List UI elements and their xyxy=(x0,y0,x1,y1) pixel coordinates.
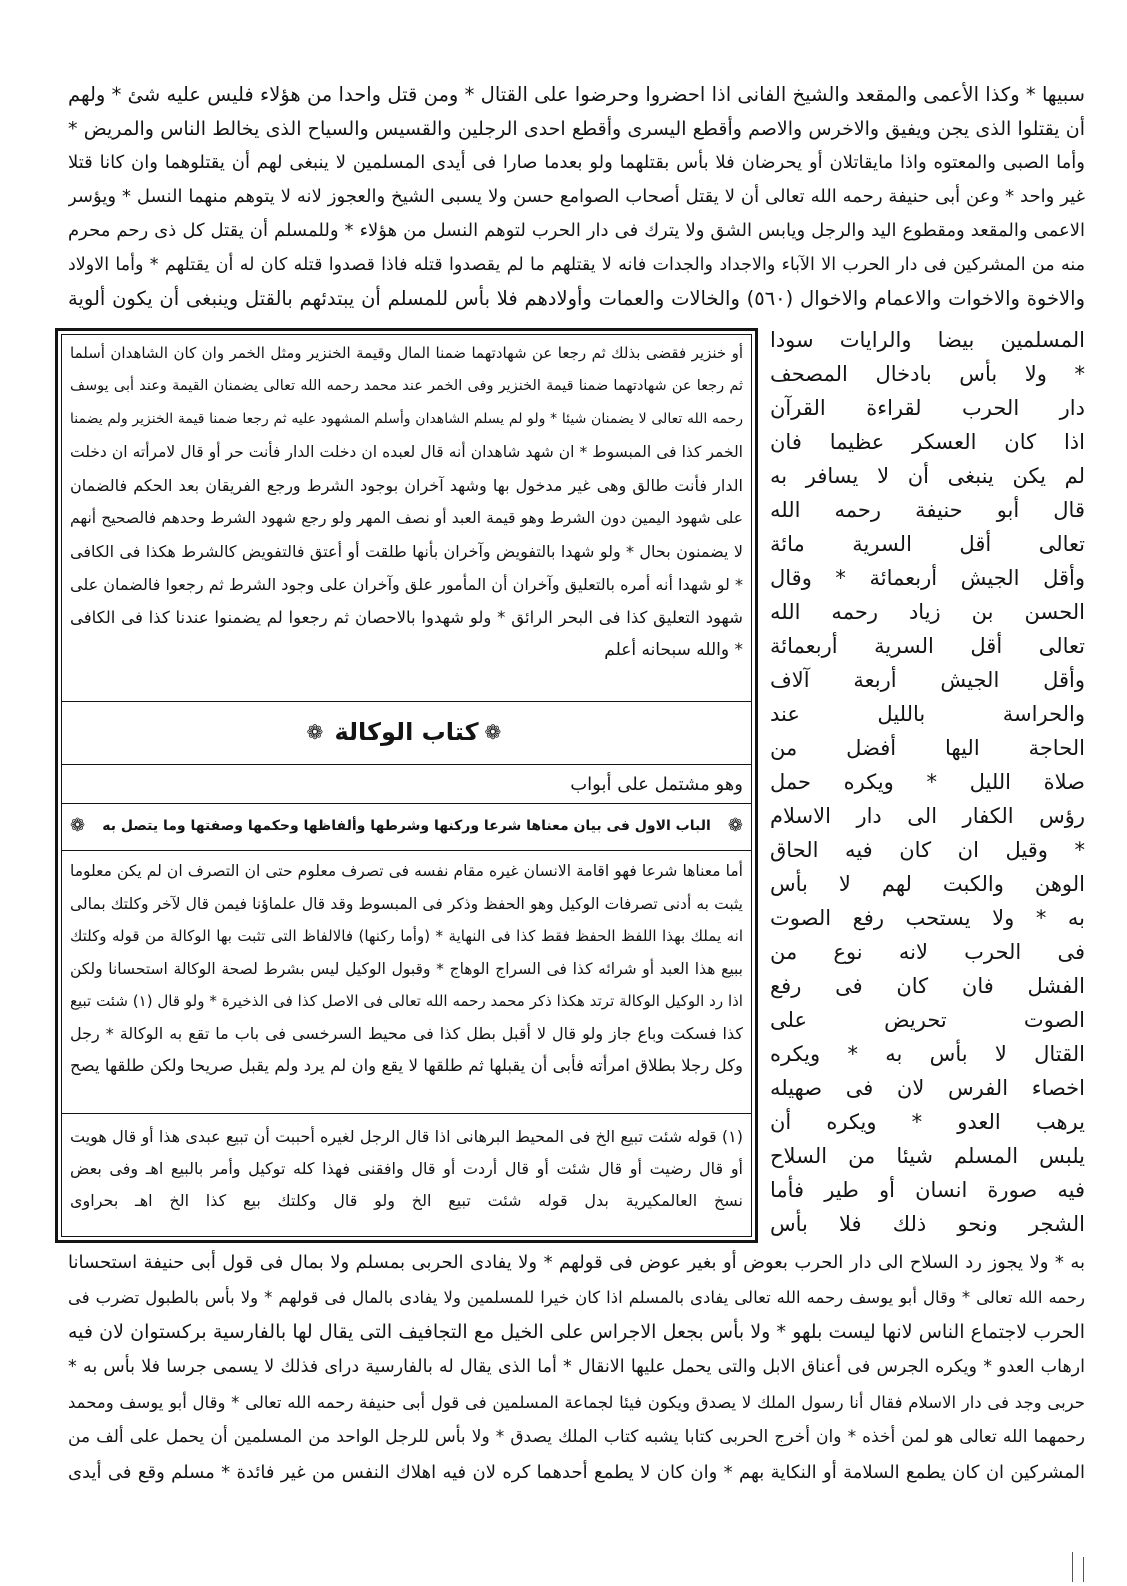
main-text-line: رحمه الله تعالى لا يضمنان شيئا * ولو لم يسلم الشاهدان وأسلم المشهود عليه ثم رجعا ضمنا قيمة الخنزير ولم يضمنا xyxy=(70,411,743,427)
commentary-line: رحمهما الله تعالى هو لمن أخذه * وان أخرج الحربى كتابا يشبه كتاب الملك يصدق * ولا بأس للرجل الواحد من المسلمين أن يحمل على ألف من xyxy=(68,1427,1085,1447)
scan-artifact xyxy=(1072,1552,1073,1582)
commentary-line: الحرب لاجتماع الناس لانها ليست بلهو * ولا بأس بجعل الاجراس على الخيل مع التجافيف التى يقال لها بالفارسية بركستوان لان فيه xyxy=(68,1321,1085,1343)
main-text-line: الدار فأنت طالق وهى غير مدخول بها وشهد آخران بوجود الشرط ورجع الفريقان بعد الحكم فالضمان xyxy=(70,476,743,495)
commentary-line: ارهاب العدو * ويكره الجرس فى أعناق الابل والتى يحمل عليها الانقال * أما الذى يقال له بالفارسية دراى فذلك لا يسمى جرسا فلا بأس به * xyxy=(68,1357,1085,1377)
commentary-line: به * ولا يستحب رفع الصوت xyxy=(770,906,1085,930)
commentary-line: الحاجة اليها أفضل من xyxy=(770,736,1085,760)
commentary-line: الصوت تحريض على xyxy=(770,1008,1085,1032)
commentary-line: اذا كان العسكر عظيما فان xyxy=(770,430,1085,454)
commentary-line: أن يقتلوا الذى يجن ويفيق والاخرس والاصم وأقطع اليسرى وأقطع احدى الرجلين والقسيس والسياح الذى يخالط الناس والمريض * xyxy=(68,118,1085,140)
book-title: كتاب الوكالة xyxy=(334,718,479,746)
commentary-line: فيه صورة انسان أو طير فأما xyxy=(770,1178,1085,1202)
main-text-frame xyxy=(55,328,758,1243)
commentary-line: الفشل فان كان فى رفع xyxy=(770,974,1085,998)
footnote-divider xyxy=(62,1113,751,1114)
commentary-bottom-block xyxy=(68,1245,1085,1490)
main-text-line: الخمر كذا فى المبسوط * ان شهد شاهدان أنه قال لعبده ان دخلت الدار فأنت حر أو قال لامرأته ان دخلت xyxy=(70,443,743,461)
commentary-line: وأما الصبى والمعتوه واذا مايقاتلان أو يحرضان فلا بأس بقتلهما ولو بعدما صارا فى أيدى المسلمين لا ينبغى لهم أن يقتلوهما وان كانا قتلا xyxy=(68,152,1085,173)
main-text-line: أما معناها شرعا فهو اقامة الانسان غيره مقام نفسه فى تصرف معلوم حتى ان التصرف ان لم يكن معلوما xyxy=(70,862,743,880)
commentary-line: سبيها * وكذا الأعمى والمقعد والشيخ الفانى اذا احضروا وحرضوا على القتال * ومن قتل واحدا من هؤلاء فليس عليه شئ * ولهم xyxy=(68,83,1085,106)
commentary-line: رؤس الكفار الى دار الاسلام xyxy=(770,804,1085,828)
main-text-line: * والله سبحانه أعلم xyxy=(604,640,743,660)
main-text-line: وكل رجلا بطلاق امرأته فأبى أن يقبلها ثم طلقها لا يقع وان لم يرد ولم يقبل صريحا ولكن طلقها يصح xyxy=(70,1056,743,1075)
main-text-line: شهود التعليق كذا فى البحر الرائق * ولو شهدوا بالاحصان ثم رجعوا لم يضمنوا عندنا كذا فى الكافى xyxy=(70,608,743,627)
commentary-line: * وقيل ان كان فيه الحاق xyxy=(770,838,1085,862)
commentary-line: حربى وجد فى دار الاسلام فقال أنا رسول الملك لا يصدق ويكون فيئا لجماعة المسلمين فى قول أبى حنيفة رحمه الله تعالى * وقال أبو يوسف ومحمد xyxy=(68,1393,1085,1412)
footnote-line: (١) قوله شئت تبيع الخ فى المحيط البرهانى اذا قال الرجل لغيره أحببت أن تبيع عبدى هذا أو قال هويت xyxy=(70,1127,743,1146)
commentary-line: لم يكن ينبغى أن لا يسافر به xyxy=(770,464,1085,488)
main-text-line: أو خنزير فقضى بذلك ثم رجعا عن شهادتهما ضمنا المال وقيمة الخنزير ومثل الخمر وان كان الشاهدان أسلما xyxy=(70,344,743,362)
commentary-top-block xyxy=(68,78,1085,316)
flower-ornament-icon xyxy=(728,804,743,848)
commentary-line: رحمه الله تعالى * وقال أبو يوسف رحمه الله تعالى يفادى بالمسلم اذا كان خيرا للمسلمين ولا يفادى بالمال فى قولهم * ولا بأس بالطبول تضرب فى xyxy=(68,1288,1085,1307)
commentary-line: منه من المشركين فى دار الحرب الا الآباء والاجداد والجدات فانه لا يقتلهم ما لم يقصدوا قتله فاذا قصدوا قتله كان له أن يقتلهم * وأما الاولاد xyxy=(68,255,1085,275)
main-text-line: على شهود اليمين دون الشرط وهو قيمة العبد أو نصف المهر ولو رجع شهود الشرط وحدهم فالصحيح أنهم xyxy=(70,509,743,527)
main-text-line: كذا فسكت وباع جاز ولو قال لا أقبل بطل كذا فى محيط السرخسى فى باب ما تقع به الوكالة * رجل xyxy=(70,1023,743,1043)
main-text-line: انه يملك بهذا اللفظ الحفظ فقط كذا فى النهاية * (وأما ركنها) فالالفاظ التى تثبت بها الوكالة من قوله وكلتك xyxy=(70,927,743,945)
commentary-side-column xyxy=(770,323,1085,1241)
commentary-line: دار الحرب لقراءة القرآن xyxy=(770,396,1085,420)
commentary-line: الحسن بن زياد رحمه الله xyxy=(770,600,1085,624)
commentary-line: صلاة الليل * ويكره حمل xyxy=(770,770,1085,794)
main-text-section xyxy=(70,337,743,667)
main-text-line: لا يضمنون بحال * ولو شهدا بالتفويض وآخران بأنها طلقت أو أعتق فالتفويض كالشرط هكذا فى الكافى xyxy=(70,542,743,561)
flower-ornament-icon xyxy=(70,804,85,848)
chapter-heading-band xyxy=(62,803,751,851)
commentary-line: قال أبو حنيفة رحمه الله xyxy=(770,498,1085,522)
main-text-line: ثم رجعا عن شهادتهما ضمنا قيمة الخنزير وفى الخمر عند محمد رحمه الله تعالى يضمنان القيمة وعند أبى يوسف xyxy=(70,378,743,394)
book-title-band xyxy=(62,701,751,765)
main-text-line: ببيع هذا العبد أو شرائه كذا فى السراج الوهاج * وقبول الوكيل ليس بشرط لصحة الوكالة استحسانا ولكن xyxy=(70,959,743,978)
flower-ornament-icon xyxy=(485,702,502,762)
scan-artifact xyxy=(1083,1557,1084,1582)
commentary-line: تعالى أقل السرية أربعمائة xyxy=(770,634,1085,658)
commentary-line: اخصاء الفرس لان فى صهيله xyxy=(770,1076,1085,1100)
book-subtitle: وهو مشتمل على أبواب xyxy=(570,774,743,795)
commentary-line: * ولا بأس بادخال المصحف xyxy=(770,362,1085,386)
commentary-line: المشركين ان كان يطمع السلامة أو النكاية بهم * وان كان لا يطمع أحدهما كره لان فيه اهلاك النفس من غير فائدة * مسلم وقع فى أيدى xyxy=(68,1462,1085,1483)
main-text-line: اذا رد الوكيل الوكالة ترتد هكذا ذكر محمد رحمه الله تعالى فى الاصل كذا فى الذخيرة * ولو قال (١) شئت تبيع xyxy=(70,992,743,1010)
commentary-line: فى الحرب لانه نوع من xyxy=(770,940,1085,964)
commentary-line: تعالى أقل السرية مائة xyxy=(770,532,1085,556)
commentary-line: غير واحد * وعن أبى حنيفة رحمه الله تعالى أن لا يقتل أصحاب الصوامع حسن ولا يسبى الشيخ والعجوز لانه لا يتوهم منهما النسل * ويؤسر xyxy=(68,186,1085,207)
commentary-line: يلبس المسلم شيئا من السلاح xyxy=(770,1144,1085,1168)
commentary-line: القتال لا بأس به * ويكره xyxy=(770,1042,1085,1066)
footnote-line: نسخ العالمكيرية بدل قوله شئت تبيع الخ ولو قال وكلتك بيع كذا الخ اهـ بحراوى xyxy=(70,1191,743,1210)
footnote-line: أو قال رضيت أو قال شئت أو قال أردت أو قال وافقنى فهذا كله توكيل وأمر بالبيع اهـ وفى بعض xyxy=(70,1159,743,1178)
commentary-line: المسلمين بيضا والرايات سودا xyxy=(770,328,1085,352)
main-text-section xyxy=(70,855,743,1083)
commentary-line: والحراسة بالليل عند xyxy=(770,702,1085,726)
footnote xyxy=(70,1121,743,1217)
chapter-title: الباب الاول فى بيان معناها شرعا وركنها وشرطها وألفاظها وحكمها وصفتها وما يتصل به xyxy=(102,818,711,834)
main-text-line: * لو شهدا أنه أمره بالتعليق وآخران أن المأمور علق وآخران على وجود الشرط ثم رجعوا فالضمان على xyxy=(70,575,743,594)
commentary-line: به * ولا يجوز رد السلاح الى دار الحرب بعوض أو بغير عوض فى قولهم * ولا يفادى الحربى بمسلم ولا بمال فى قول أبى حنيفة استحسانا xyxy=(68,1252,1085,1273)
commentary-line: الوهن والكبت لهم لا بأس xyxy=(770,872,1085,896)
commentary-line: الشجر ونحو ذلك فلا بأس xyxy=(770,1212,1085,1236)
commentary-line: الاعمى والمقعد ومقطوع اليد والرجل ويابس الشق ولا يترك فى دار الحرب لتوهم النسل من هؤلاء * وللمسلم أن يقتل كل ذى رحم محرم xyxy=(68,220,1085,241)
commentary-line: وأقل الجيش أربعة آلاف xyxy=(770,668,1085,692)
commentary-line: يرهب العدو * ويكره أن xyxy=(770,1110,1085,1134)
main-text-line: يثبت به أدنى تصرفات الوكيل وهو الحفظ وذكر فى المبسوط وقد قال علماؤنا فيمن قال لآخر وكلتك بمالى xyxy=(70,894,743,913)
commentary-line: وأقل الجيش أربعمائة * وقال xyxy=(770,566,1085,590)
commentary-line: والاخوة والاخوات والاعمام والاخوال (٥٦٠) والخالات والعمات وأولادهم فلا بأس للمسلم أن يبتدئهم بالقتل وينبغى أن يكون ألوية xyxy=(68,287,1085,310)
